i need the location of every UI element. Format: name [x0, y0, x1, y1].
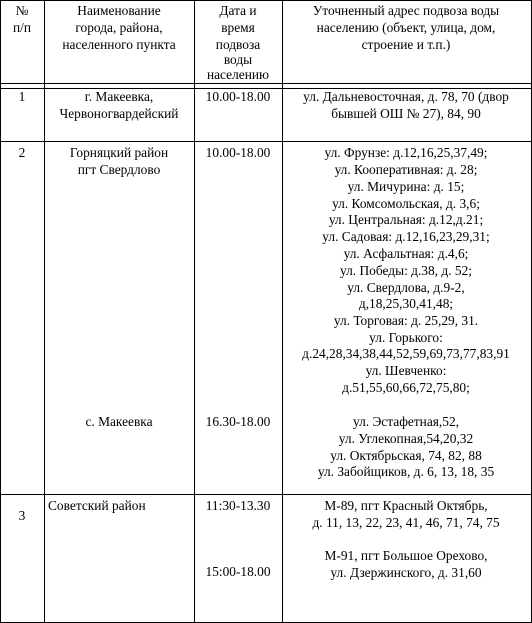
row-name: г. Макеевка, [84, 89, 154, 104]
row-address: бывшей ОШ № 27), 84, 90 [331, 106, 481, 121]
address-line: ул. Комсомольская, д. 3,6; [332, 196, 480, 211]
row-time: 10.00-18.00 [205, 89, 271, 104]
address-line: ул. Шевченко: [365, 363, 447, 378]
address-line: ул. Октябрьская, 74, 82, 88 [330, 448, 482, 463]
row-divider [0, 494, 532, 495]
column-divider [44, 0, 45, 623]
header-text: Наименование [77, 3, 161, 18]
header-text: населению [206, 67, 270, 82]
row-number: 2 [18, 145, 26, 160]
column-divider [282, 0, 283, 623]
address-line: ул. Мичурина: д. 15; [347, 179, 465, 194]
header-text: населенного пункта [62, 37, 176, 52]
address-line: д.24,28,34,38,44,52,59,69,73,77,83,91 [302, 346, 510, 361]
row-time: 15:00-18.00 [205, 564, 271, 579]
row-subname: с. Макеевка [85, 414, 153, 429]
address-line: М-91, пгт Большое Орехово, [324, 548, 488, 563]
header-text: строение и т.п.) [361, 37, 451, 52]
header-text: воды [223, 52, 253, 67]
row-name: Горняцкий район [69, 145, 169, 160]
address-line: ул. Асфальтная: д.4,6; [343, 246, 469, 261]
address-line: д. 11, 13, 22, 23, 41, 46, 71, 74, 75 [312, 515, 500, 530]
row-address: ул. Дальневосточная, д. 78, 70 (двор [303, 89, 509, 104]
table-border-left [0, 0, 1, 623]
row-divider [0, 141, 532, 142]
address-line: ул. Свердлова, д.9-2, [347, 280, 465, 295]
row-name: Червоногвардейский [59, 106, 179, 121]
address-line: ул. Торговая: д. 25,29, 31. [333, 313, 479, 328]
row-time: 16.30-18.00 [205, 414, 271, 429]
row-number: 3 [18, 508, 26, 523]
address-line: д.51,55,60,66,72,75,80; [342, 380, 470, 395]
address-line: М-89, пгт Красный Октябрь, [324, 498, 488, 513]
address-line: ул. Эстафетная,52, [352, 414, 460, 429]
address-line: ул. Кооперативная: д. 28; [334, 162, 478, 177]
table-border-top [0, 0, 532, 1]
address-line: ул. Центральная: д.12,д.21; [328, 212, 484, 227]
header-text: подвоза [215, 37, 261, 52]
header-text: Уточненный адрес подвоза воды [312, 3, 500, 18]
address-line: ул. Фрунзе: д.12,16,25,37,49; [324, 145, 488, 160]
header-text: города, района, [75, 20, 163, 35]
address-line: ул. Горького: [369, 330, 443, 345]
address-line: ул. Дзержинского, д. 31,60 [330, 565, 482, 580]
header-text: время [221, 20, 255, 35]
address-line: ул. Садовая: д.12,16,23,29,31; [322, 229, 490, 244]
row-name: Советский район [48, 498, 146, 513]
column-divider [194, 0, 195, 623]
row-time: 11:30-13.30 [205, 498, 271, 513]
row-number: 1 [18, 89, 26, 104]
header-text: п/п [12, 20, 32, 35]
header-text: Дата и [219, 3, 257, 18]
header-text: № [15, 3, 29, 18]
address-line: ул. Забойщиков, д. 6, 13, 18, 35 [317, 464, 495, 479]
header-text: населению (объект, улица, дом, [316, 20, 496, 35]
address-line: ул. Углекопная,54,20,32 [338, 431, 474, 446]
address-line: ул. Победы: д.38, д. 52; [340, 263, 472, 278]
row-name: пгт Свердлово [77, 162, 161, 177]
row-time: 10.00-18.00 [205, 145, 271, 160]
address-line: д,18,25,30,41,48; [358, 296, 454, 311]
